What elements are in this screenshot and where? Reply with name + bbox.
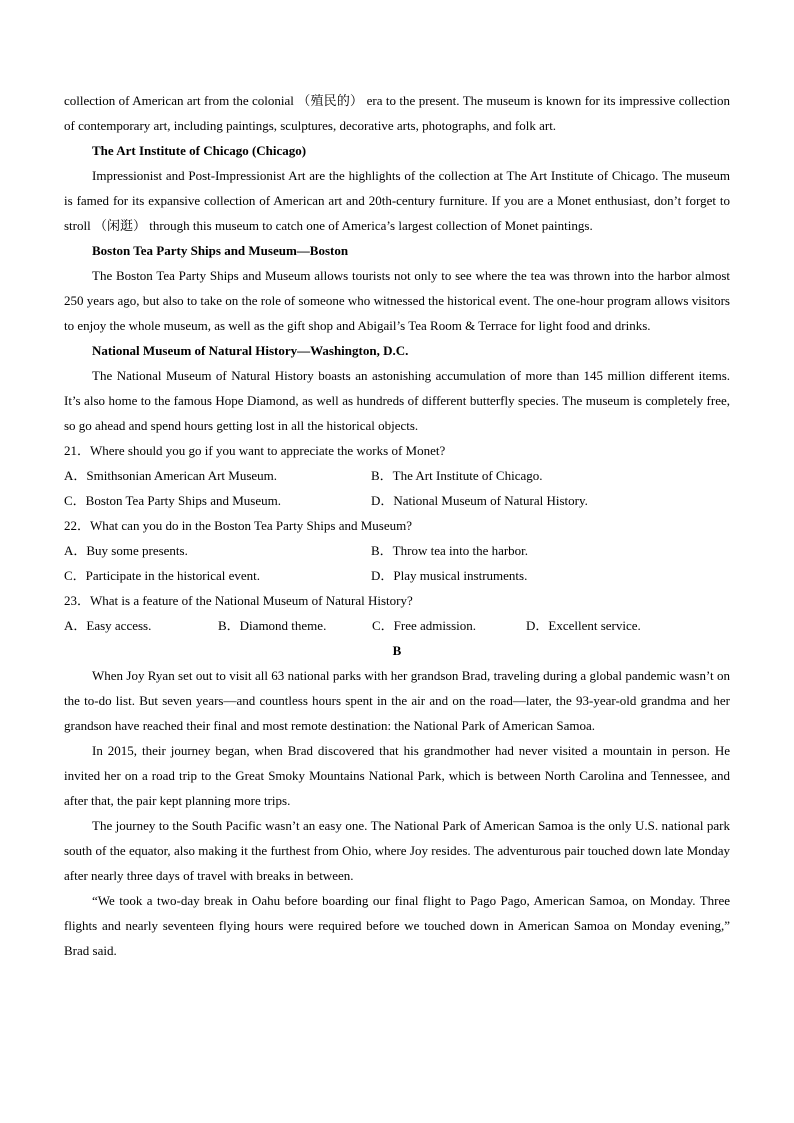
question-21-option-a: A．Smithsonian American Art Museum.: [64, 468, 278, 483]
paragraph-natural-history-museum: The National Museum of Natural History boasts an astonishing accumulation of more than 145 million different items. It’s also home to the famous Hope Diamond, as well as hundreds of different butterfly species. The museum is completely free, so go ahead and spend hours getting lost in all the historical objects.: [64, 368, 730, 433]
question-23-options-row: [64, 613, 730, 638]
question-22-option-d: D．Play musical instruments.: [371, 568, 528, 583]
question-23-option-a: A．Easy access.: [64, 618, 152, 633]
paragraph-b-2: In 2015, their journey began, when Brad discovered that his grandmother had never visited a mountain in person. He invited her on a road trip to the Great Smoky Mountains National Park, which is between North Carolina and Tennessee, and after that, the pair kept planning more trips.: [64, 743, 730, 808]
question-22-option-c: C．Participate in the historical event.: [64, 568, 261, 583]
question-21-option-c: C．Boston Tea Party Ships and Museum.: [64, 493, 281, 508]
question-23-stem: 23．What is a feature of the National Museum of Natural History?: [64, 593, 413, 608]
question-23-option-b: B．Diamond theme.: [218, 618, 327, 633]
question-21-option-d: D．National Museum of Natural History.: [371, 493, 588, 508]
heading-boston-tea-party: Boston Tea Party Ships and Museum—Boston: [92, 243, 349, 258]
section-b-title: B: [392, 643, 402, 658]
question-21-options-row-1: [64, 463, 730, 488]
question-22-option-a: A．Buy some presents.: [64, 543, 188, 558]
question-21-options-row-2: [64, 488, 730, 513]
question-22-stem: 22．What can you do in the Boston Tea Party Ships and Museum?: [64, 518, 412, 533]
question-23-option-c: C．Free admission.: [372, 618, 476, 633]
paragraph-smithsonian-continued: collection of American art from the colonial （殖民的） era to the present. The museum is known for its impressive collection of contemporary art, including paintings, sculptures, decorative arts, photographs, and folk art.: [64, 93, 730, 133]
paragraph-boston-tea-party: The Boston Tea Party Ships and Museum allows tourists not only to see where the tea was thrown into the harbor almost 250 years ago, but also to take on the role of someone who witnessed the historical event. The one-hour program allows visitors to enjoy the whole museum, as well as the gift shop and Abigail’s Tea Room & Terrace for light food and drinks.: [64, 268, 730, 333]
question-21-option-b: B．The Art Institute of Chicago.: [371, 468, 543, 483]
paragraph-b-4: “We took a two-day break in Oahu before boarding our final flight to Pago Pago, American Samoa, on Monday. Three flights and nearly seventeen flying hours were required before we touched down in American Samoa on Monday evening,” Brad said.: [64, 893, 730, 958]
question-22-options-row-2: [64, 563, 730, 588]
paragraph-art-institute-chicago: Impressionist and Post-Impressionist Art are the highlights of the collection at The Art Institute of Chicago. The museum is famed for its expansive collection of American art and 20th-century furniture. If you are a Monet enthusiast, don’t forget to stroll （闲逛） through this museum to catch one of America’s largest collection of Monet paintings.: [64, 168, 730, 233]
heading-art-institute-chicago: The Art Institute of Chicago (Chicago): [92, 143, 307, 158]
paragraph-b-3: The journey to the South Pacific wasn’t an easy one. The National Park of American Samoa is the only U.S. national park south of the equator, also making it the furthest from Ohio, where Joy resides. The adventurous pair touched down late Monday after nearly three days of travel with breaks in between.: [64, 818, 730, 883]
question-22-options-row-1: [64, 538, 730, 563]
question-23-option-d: D．Excellent service.: [526, 618, 641, 633]
heading-natural-history-museum: National Museum of Natural History—Washington, D.C.: [92, 343, 409, 358]
document-body: [64, 88, 730, 963]
question-22-option-b: B．Throw tea into the harbor.: [371, 543, 529, 558]
question-21-stem: 21．Where should you go if you want to appreciate the works of Monet?: [64, 443, 446, 458]
paragraph-b-1: When Joy Ryan set out to visit all 63 national parks with her grandson Brad, traveling during a global pandemic wasn’t on the to-do list. But seven years—and countless hours spent in the air and on the road—later, the 93-year-old grandma and her grandson have reached their final and most remote destination: the National Park of American Samoa.: [64, 668, 730, 733]
